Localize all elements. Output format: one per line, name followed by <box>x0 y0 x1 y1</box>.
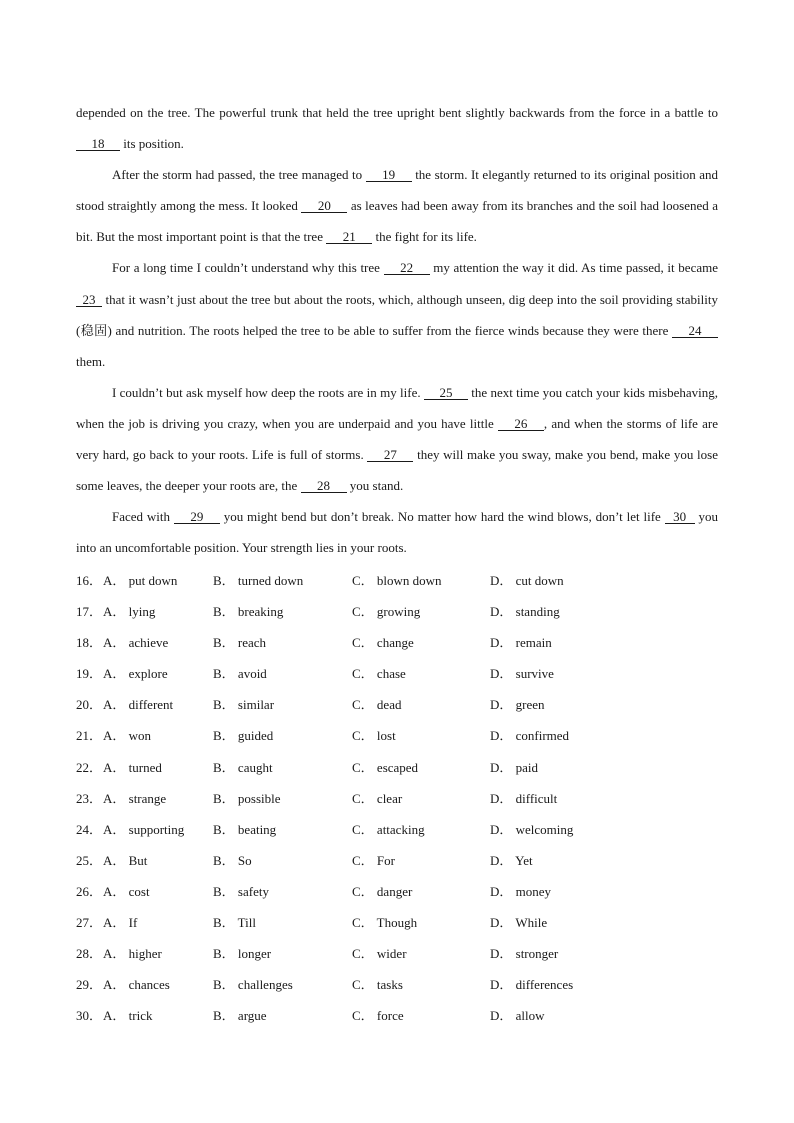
question-number: 26． <box>76 883 103 899</box>
option-a: A． trick <box>103 1008 153 1024</box>
passage-text: the fight for its life. <box>372 229 477 245</box>
question-row <box>76 814 718 845</box>
cloze-passage <box>76 97 718 563</box>
question-number: 24． <box>76 821 103 837</box>
option-b: B． argue <box>213 1008 267 1024</box>
option-a: A． lying <box>103 604 156 620</box>
passage-text: that it wasn’t just about the tree but about the roots, which, although unseen, dig deep into the soil providing stability (稳固) and nutrition. The roots helped the tree to be able to suffer from the fierce winds because they were there <box>76 291 718 338</box>
option-d: D． differences <box>490 977 574 993</box>
option-c: C． growing <box>352 604 421 620</box>
question-number: 18． <box>76 635 103 651</box>
option-b: B． challenges <box>213 977 293 993</box>
option-a: A． chances <box>103 977 170 993</box>
question-row <box>76 876 718 907</box>
passage-text: you into an uncomfortable position. Your strength lies in your roots. <box>76 509 719 556</box>
option-d: D． While <box>490 915 548 931</box>
blank-29: 29 <box>174 510 220 524</box>
blank-19: 19 <box>366 168 412 182</box>
option-c: C． wider <box>352 946 407 962</box>
option-b: B． avoid <box>213 666 267 682</box>
question-number: 25． <box>76 852 103 868</box>
option-c: C． attacking <box>352 821 425 837</box>
option-d: D． confirmed <box>490 728 570 744</box>
question-number: 21． <box>76 728 103 744</box>
question-number: 19． <box>76 666 103 682</box>
passage-text: the storm. It elegantly returned to its original position and stood straightly among the mess. It looked <box>76 167 718 214</box>
option-b: B． possible <box>213 790 281 806</box>
question-row <box>76 658 718 689</box>
option-a: A． won <box>103 728 152 744</box>
blank-24: 24 <box>672 324 718 338</box>
option-d: D． money <box>490 883 552 899</box>
paragraph-1 <box>76 97 718 159</box>
question-row <box>76 938 718 969</box>
question-row <box>76 720 718 751</box>
question-row <box>76 1000 718 1031</box>
question-number: 20． <box>76 697 103 713</box>
passage-text: For a long time I couldn’t understand why this tree <box>112 260 384 276</box>
option-a: A． supporting <box>103 821 185 837</box>
option-d: D． stronger <box>490 946 559 962</box>
passage-text: depended on the tree. The powerful trunk that held the tree upright bent slightly backwards from the force in a battle to <box>76 105 718 120</box>
question-row <box>76 783 718 814</box>
option-b: B． safety <box>213 883 269 899</box>
option-b: B． reach <box>213 635 267 651</box>
option-a: A． cost <box>103 883 150 899</box>
paragraph-5 <box>76 501 718 563</box>
option-c: C． For <box>352 852 395 868</box>
option-b: B． turned down <box>213 573 304 588</box>
question-row <box>76 565 718 596</box>
option-b: B． Till <box>213 915 257 931</box>
question-row <box>76 752 718 783</box>
option-b: B． guided <box>213 728 274 744</box>
option-c: C． escaped <box>352 759 419 775</box>
option-b: B． longer <box>213 946 272 962</box>
blank-30: 30 <box>665 510 695 524</box>
passage-text: I couldn’t but ask myself how deep the roots are in my life. <box>112 384 424 400</box>
option-d: D． allow <box>490 1008 545 1024</box>
question-number: 27． <box>76 915 103 931</box>
question-row <box>76 969 718 1000</box>
option-d: D． survive <box>490 666 554 682</box>
option-a: A． put down <box>103 573 178 588</box>
question-number: 30． <box>76 1008 103 1024</box>
option-c: C． tasks <box>352 977 403 993</box>
passage-text: its position. <box>120 136 184 152</box>
question-number: 29． <box>76 977 103 993</box>
option-a: A． different <box>103 697 174 713</box>
option-d: D． Yet <box>490 852 533 868</box>
option-c: C． lost <box>352 728 396 744</box>
passage-text: After the storm had passed, the tree managed to <box>112 167 366 183</box>
blank-21: 21 <box>326 230 372 244</box>
option-c: C． chase <box>352 666 406 682</box>
option-d: D． paid <box>490 759 539 775</box>
question-row <box>76 845 718 876</box>
question-number: 22． <box>76 759 103 775</box>
option-a: A． achieve <box>103 635 169 651</box>
passage-text: the next time you catch your kids misbehaving, when the job is driving you crazy, when you are underpaid and you have little <box>76 384 719 431</box>
passage-text: they will make you sway, make you bend, make you lose some leaves, the deeper your roots are, the <box>76 447 718 494</box>
option-a: A． higher <box>103 946 162 962</box>
option-b: B． similar <box>213 697 275 713</box>
passage-text: , and when the storms of life are very hard, go back to your roots. Life is full of storms. <box>76 415 718 463</box>
option-a: A． strange <box>103 790 167 806</box>
option-a: A． But <box>103 852 148 868</box>
question-number: 17． <box>76 604 103 620</box>
option-d: D． cut down <box>490 573 564 588</box>
question-row <box>76 689 718 720</box>
option-c: C． force <box>352 1008 404 1024</box>
blank-26: 26 <box>498 417 544 431</box>
passage-text: you might bend but don’t break. No matter how hard the wind blows, don’t let life <box>219 509 665 525</box>
option-c: C． change <box>352 635 414 651</box>
option-a: A． explore <box>103 666 168 682</box>
option-b: B． beating <box>213 821 277 837</box>
question-number: 23． <box>76 790 103 806</box>
passage-text: you stand. <box>346 478 404 494</box>
passage-text: my attention the way it did. As time passed, it became <box>429 260 718 276</box>
blank-18: 18 <box>76 137 120 151</box>
option-c: C． Though <box>352 915 418 931</box>
question-row <box>76 627 718 658</box>
blank-20: 20 <box>301 199 347 213</box>
question-row <box>76 907 718 938</box>
question-number: 16． <box>76 573 103 588</box>
passage-text: Faced with <box>112 509 174 525</box>
option-b: B． caught <box>213 759 273 775</box>
option-c: C． clear <box>352 790 403 806</box>
option-d: D． standing <box>490 604 560 620</box>
option-d: D． green <box>490 697 545 713</box>
blank-25: 25 <box>424 386 468 400</box>
option-d: D． remain <box>490 635 552 651</box>
option-b: B． So <box>213 852 252 868</box>
option-a: A． turned <box>103 759 162 775</box>
blank-27: 27 <box>367 448 413 462</box>
passage-text: as leaves had been away from its branches and the soil had loosened a bit. But the most important point is that the tree <box>76 198 718 245</box>
blank-28: 28 <box>301 479 347 493</box>
question-number: 28． <box>76 946 103 962</box>
option-c: C． danger <box>352 883 413 899</box>
paragraph-2 <box>76 159 718 252</box>
option-d: D． difficult <box>490 790 558 806</box>
option-c: C． dead <box>352 697 402 713</box>
passage-text: them. <box>76 353 106 369</box>
answer-options <box>76 565 718 1031</box>
option-b: B． breaking <box>213 604 284 620</box>
option-c: C． blown down <box>352 573 442 588</box>
paragraph-3 <box>76 252 718 376</box>
option-a: A． If <box>103 915 138 931</box>
paragraph-4 <box>76 377 718 501</box>
blank-22: 22 <box>384 261 430 275</box>
blank-23: 23 <box>76 293 102 307</box>
question-row <box>76 596 718 627</box>
option-d: D． welcoming <box>490 821 574 837</box>
